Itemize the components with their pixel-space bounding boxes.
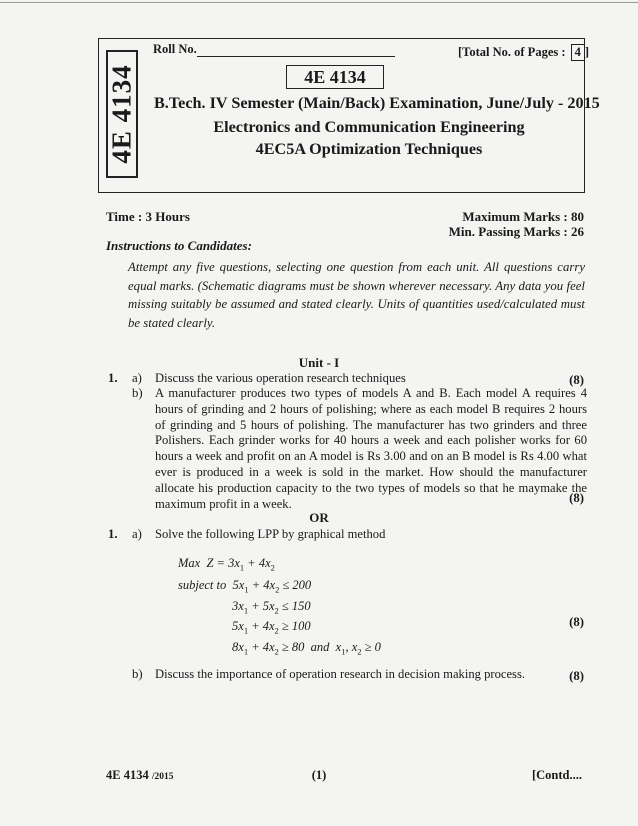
question-1-alt-a-marks: (8) (569, 615, 584, 629)
footer-code: 4E 4134 (106, 768, 149, 782)
total-pages (458, 44, 589, 61)
side-paper-code: 4E 4134 (106, 64, 137, 164)
branch-title: Electronics and Communication Engineering (213, 118, 525, 136)
subject-title: 4EC5A Optimization Techniques (255, 140, 483, 158)
min-passing-marks: Min. Passing Marks : 26 (448, 224, 584, 239)
roll-no-blank-line (197, 56, 395, 57)
question-part-label: b) (132, 667, 143, 681)
lpp-constraint-1: subject to $5x_1 + 4x_2 \le 200$ (178, 578, 312, 595)
question-1b-text: A manufacturer produces two types of models A and B. Each model A requires 4 hours of grinding and 2 hours of polishing; where as each model B requires 2 hours of grinding and 5 hours of polishing. The manufacturer has two grinders and three Polishers. Each grinder works for 40 hours a week and each polisher works for 60 hours a week and profit on an A model is Rs 3.00 and on an B model is Rs 4.00 what ever is produced in a week is sold in the market. How should the manufacturer allocate his production capacity to the two types of models so that he maymake the maximum profit in a week. (155, 386, 587, 511)
top-edge-line (0, 2, 638, 3)
lpp-and-label: and (310, 640, 330, 654)
header-box (98, 38, 600, 193)
question-part-label: a) (132, 527, 142, 541)
lpp-constraint-4: $8x_1 + 4x_2 \ge 80$ and $x_1$, $x_2 \ge 0$ (232, 640, 381, 657)
lpp-constraint-2: $3x_1 + 5x_2 \le 150$ (232, 599, 311, 616)
question-part-label: a) (132, 371, 142, 385)
lpp-constraint-3: $5x_1 + 4x_2 \ge 100$ (232, 619, 311, 636)
instructions-title: Instructions to Candidates: (106, 238, 252, 253)
maximum-marks: Maximum Marks : 80 (462, 209, 584, 224)
or-separator: OR (309, 510, 329, 525)
question-1-alt-b-text: Discuss the importance of operation research in decision making process. (155, 667, 526, 681)
lpp-subject-label: subject to (178, 578, 227, 592)
question-1-alt-b-marks: (8) (569, 669, 584, 683)
page-number: (1) (311, 768, 327, 782)
question-1a-text: Discuss the various operation research techniques (155, 371, 406, 385)
question-number: 1. (108, 527, 118, 541)
instructions-body: Attempt any five questions, selecting one question from each unit. All questions carry equal marks. (Schematic diagrams must be shown wherever necessary. Any data you feel missing suitably be assumed and stated clearly. Units of quantities used/calculated must be stated clearly. (128, 260, 585, 330)
question-part-label: b) (132, 386, 143, 400)
exam-title: B.Tech. IV Semester (Main/Back) Examination, June/July - 2015 (154, 94, 600, 112)
unit-title: Unit - I (298, 355, 340, 370)
continued-label: [Contd.... (531, 768, 582, 782)
time-allowed: Time : 3 Hours (106, 209, 190, 224)
roll-no-label: Roll No. (153, 42, 197, 56)
question-number: 1. (108, 371, 118, 385)
total-pages-value: 4 (571, 44, 585, 61)
lpp-max-label: Max (178, 556, 201, 570)
lpp-objective: Max $Z = 3x_1 + 4x_2$ (178, 556, 275, 573)
total-pages-label: [Total No. of Pages : (458, 45, 566, 59)
paper-code: 4E 4134 (286, 65, 384, 89)
total-pages-close: ] (584, 45, 590, 59)
question-1b-marks: (8) (569, 491, 584, 505)
question-1-alt-a-text: Solve the following LPP by graphical method (155, 527, 386, 541)
question-1a-marks: (8) (569, 373, 584, 387)
side-code-box (106, 50, 138, 178)
footer-year: /2015 (151, 772, 174, 782)
